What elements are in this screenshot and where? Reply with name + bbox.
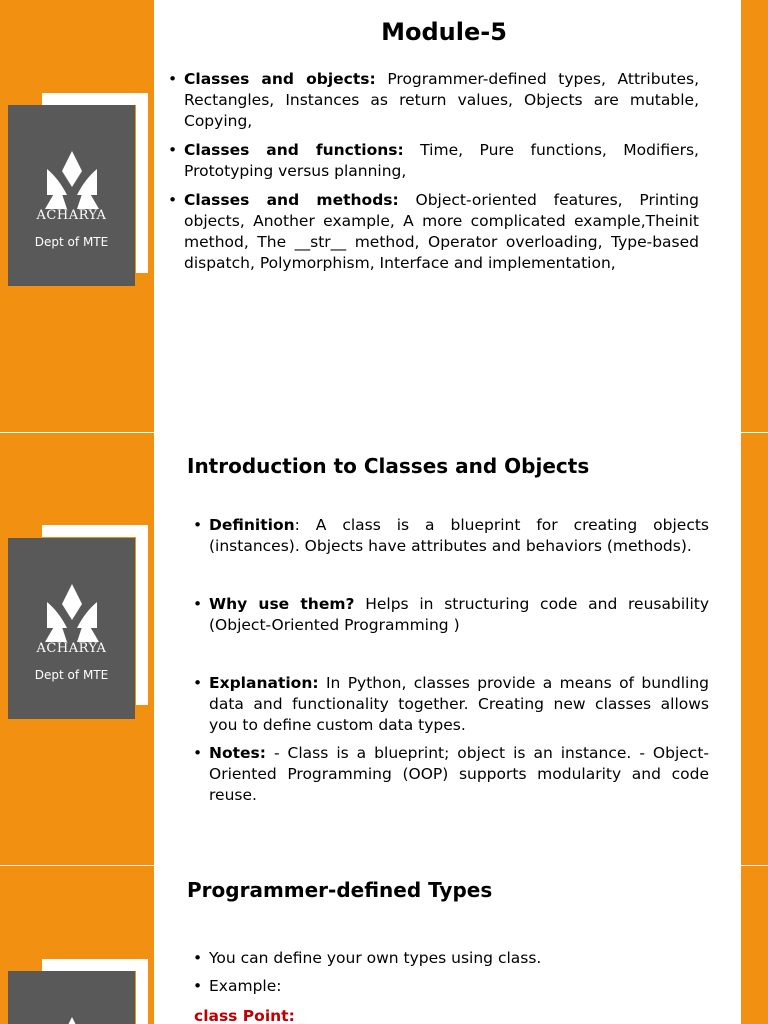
types-bullet-list [193, 948, 709, 997]
list-item [193, 515, 709, 557]
section-title: Introduction to Classes and Objects [187, 454, 590, 478]
list-item: • You can define your own types using class. [193, 948, 709, 969]
right-white-strip [724, 866, 741, 1024]
intro-bullet-list [193, 515, 709, 806]
bullet-heading: Why use them? [209, 595, 355, 613]
list-item [168, 190, 699, 274]
right-orange-band [741, 433, 768, 865]
list-item [193, 594, 709, 636]
bullet-heading: Classes and functions: [184, 141, 404, 159]
page-title: Module-5 [381, 18, 507, 46]
acharya-logo-box [8, 538, 135, 719]
right-orange-band [741, 0, 768, 432]
acharya-logo-icon [45, 582, 99, 642]
dept-label: Dept of MTE [34, 235, 109, 249]
bullet-heading: Explanation: [209, 674, 319, 692]
acharya-logo-box [8, 105, 135, 286]
slide-intro-classes [0, 433, 768, 865]
acharya-logo-box [8, 971, 135, 1024]
dept-label: Dept of MTE [34, 668, 109, 682]
bullet-heading: Notes: [209, 744, 266, 762]
bullet-text: - Class is a blueprint; object is an instance. - Object-Oriented Programming (OOP) supports modularity and code reuse. [209, 744, 709, 804]
section-title: Programmer-defined Types [187, 878, 493, 902]
bullet-text: In Python, classes provide a means of bundling data and functionality together. Creating new classes allows you to define custom data types. [209, 674, 709, 734]
list-item [168, 69, 699, 132]
bullet-text: : A class is a blueprint for creating objects (instances). Objects have attributes and behaviors (methods). [209, 516, 709, 555]
code-class-point: class Point: [194, 1007, 295, 1024]
bullet-heading: Classes and methods: [184, 191, 399, 209]
bullet-text: Time, Pure functions, Modifiers, Prototyping versus planning, [184, 141, 699, 180]
acharya-logo-icon [45, 1015, 99, 1024]
logo-wordmark: ACHARYA [36, 641, 107, 656]
right-orange-band [741, 866, 768, 1024]
list-item [168, 140, 699, 182]
bullet-text: Object-oriented features, Printing objects, Another example, A more complicated example,Theinit method, The __str__ method, Operator overloading, Type-based dispatch, Polymorphism, Interface and implementation, [184, 191, 699, 272]
slide-programmer-defined-types [0, 866, 768, 1024]
logo-wordmark: ACHARYA [36, 208, 107, 223]
bullet-heading: Definition [209, 516, 295, 534]
bullet-text: Programmer-defined types, Attributes, Rectangles, Instances as return values, Objects are mutable, Copying, [184, 70, 700, 130]
acharya-logo-icon [45, 149, 99, 209]
list-item: • Example: [193, 976, 709, 997]
right-white-strip [724, 0, 741, 432]
list-item [193, 673, 709, 736]
slide-module-5 [0, 0, 768, 432]
module-topics-list [168, 69, 699, 274]
right-white-strip [724, 433, 741, 865]
list-item [193, 743, 709, 806]
bullet-heading: Classes and objects: [184, 70, 376, 88]
bullet-text: Helps in structuring code and reusability (Object-Oriented Programming ) [209, 595, 710, 634]
